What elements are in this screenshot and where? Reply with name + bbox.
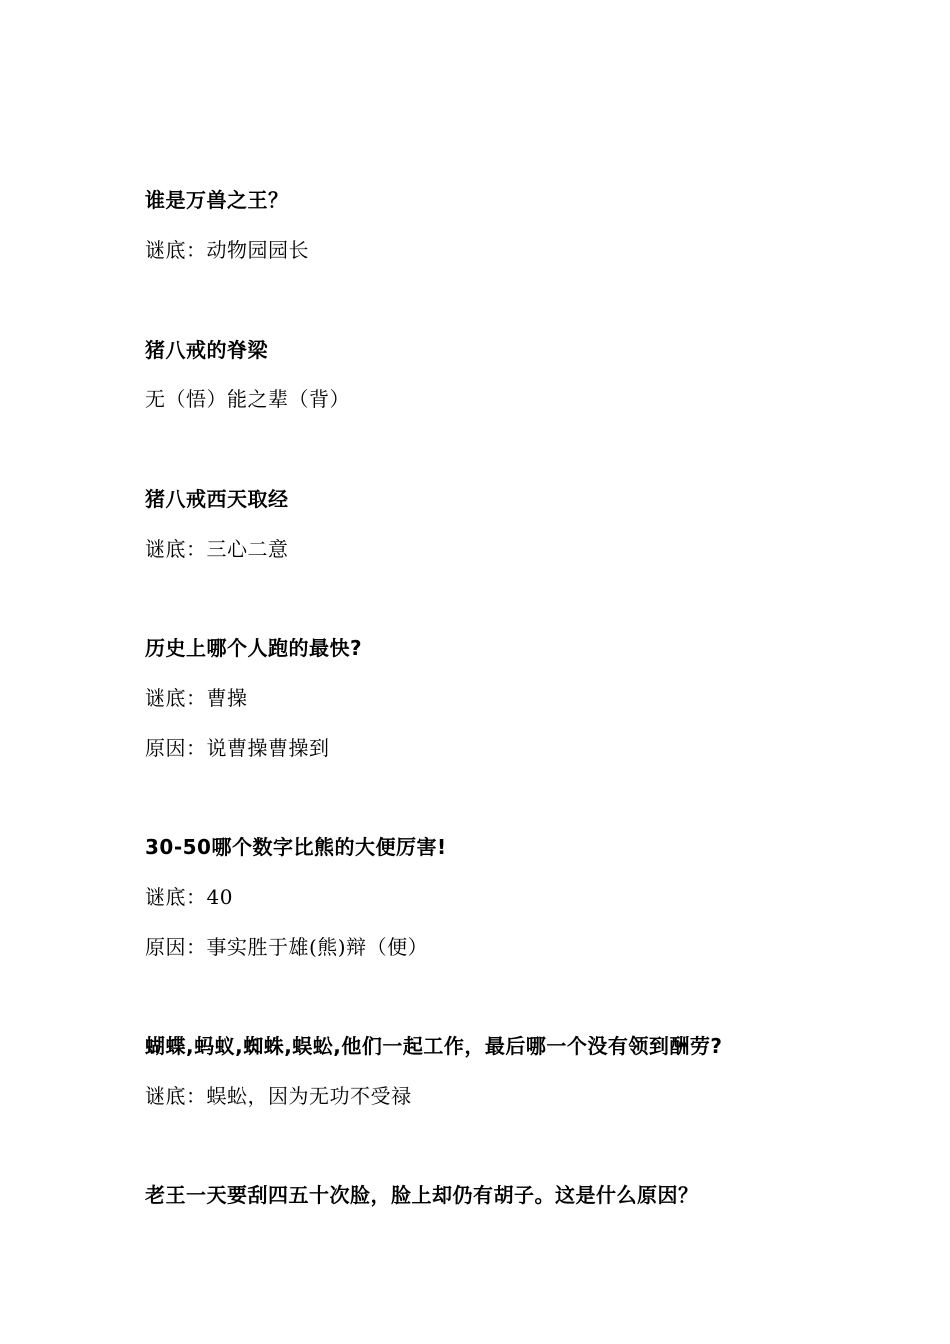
riddle-2-question: 猪八戒的脊梁: [145, 338, 268, 362]
riddle-5-question: 30-50哪个数字比熊的大便厉害!: [145, 835, 447, 859]
riddle-4-question: 历史上哪个人跑的最快?: [145, 636, 363, 660]
riddle-1-answer: 谜底：动物园园长: [145, 238, 309, 262]
riddle-3-answer: 谜底：三心二意: [145, 537, 289, 561]
document-page: [145, 0, 905, 1344]
riddle-6-question: 蝴蝶,蚂蚁,蜘蛛,蜈蚣,他们一起工作，最后哪一个没有领到酬劳?: [145, 1034, 723, 1058]
riddle-4-reason: 原因：说曹操曹操到: [145, 736, 330, 760]
riddle-1-question: 谁是万兽之王？: [145, 188, 289, 212]
riddle-4-answer: 谜底：曹操: [145, 686, 248, 710]
riddle-2-answer: 无（悟）能之辈（背）: [145, 387, 350, 411]
riddle-5-reason: 原因：事实胜于雄(熊)辩（便）: [145, 935, 429, 959]
riddle-6-answer: 谜底：蜈蚣，因为无功不受禄: [145, 1084, 412, 1108]
riddle-3-question: 猪八戒西天取经: [145, 487, 289, 511]
riddle-7-question: 老王一天要刮四五十次脸，脸上却仍有胡子。这是什么原因？: [145, 1183, 699, 1207]
riddle-5-answer: 谜底：40: [145, 885, 233, 909]
